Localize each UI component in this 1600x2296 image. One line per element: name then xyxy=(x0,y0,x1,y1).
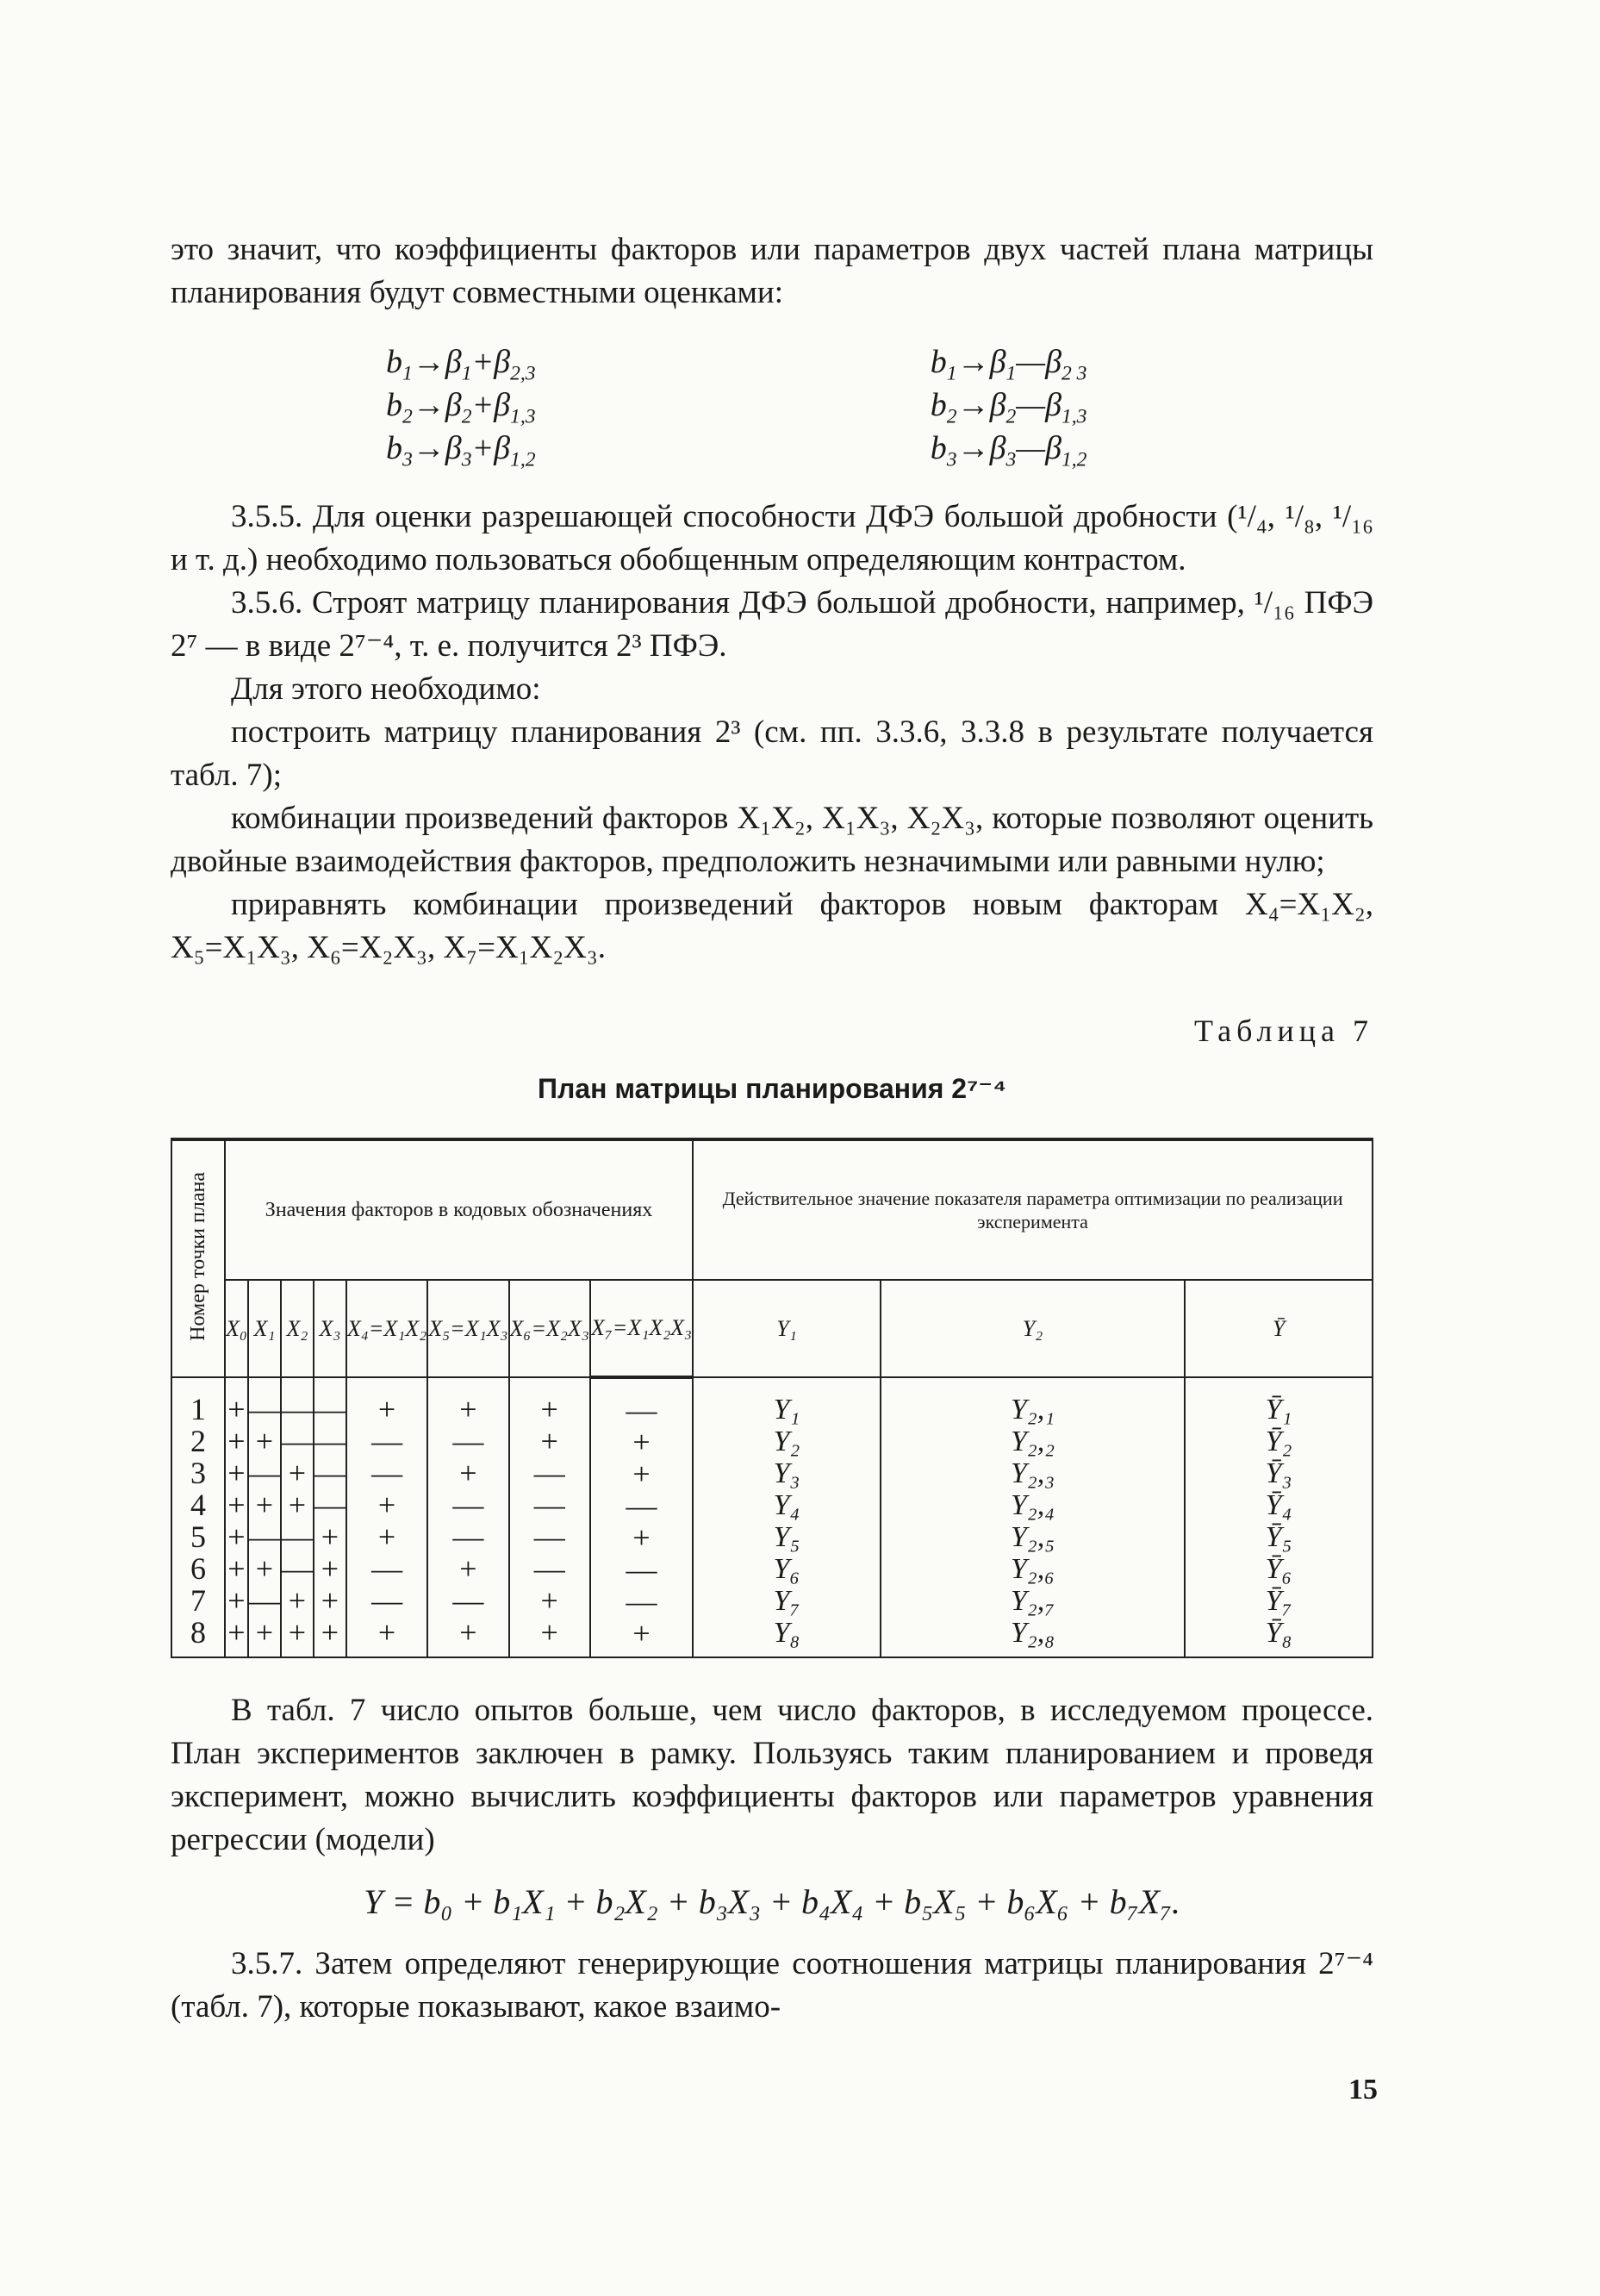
equation-row xyxy=(362,384,1223,427)
factor-column xyxy=(248,1377,281,1657)
eq-osub: 1,2 xyxy=(510,448,536,471)
response-column xyxy=(693,1377,881,1657)
equation-left xyxy=(362,427,931,470)
table-cell: — xyxy=(371,1583,403,1618)
eq-osub: 2,3 xyxy=(510,362,536,385)
eq-op: +β xyxy=(471,387,511,423)
table-cell: — xyxy=(626,1584,657,1619)
table-cell: — xyxy=(533,1456,565,1490)
equation-row xyxy=(362,340,1223,384)
paragraph-table7: В табл. 7 число опытов больше, чем число факторов, в исследуемом процессе. План экспериментов заключен в рамку. Пользуясь таким планированием и проведя эксперимент, можно вычислить коэффициенты факторов или параметров уравнения регрессии (модели) xyxy=(171,1693,1373,1857)
column-header: X₆=X₂X₃ xyxy=(509,1280,590,1377)
table-cell: Ȳ₇ xyxy=(1265,1585,1292,1617)
eq-rsub: 2 xyxy=(461,405,472,428)
equation-right xyxy=(931,427,1223,470)
eq-rest: →β xyxy=(956,430,1006,466)
table-cell: Y₆ xyxy=(773,1553,800,1585)
equation-right xyxy=(931,340,1223,384)
factors-header: Значения факторов в кодовых обозначениях xyxy=(225,1139,693,1280)
column-header: X₂ xyxy=(281,1280,314,1377)
table-cell: 6 xyxy=(190,1551,206,1586)
table-cell: — xyxy=(533,1488,565,1522)
table-cell: Y₂,₆ xyxy=(1010,1553,1055,1585)
table-cell: + xyxy=(227,1488,246,1522)
table-cell: + xyxy=(288,1583,307,1618)
table-cell: + xyxy=(255,1615,274,1650)
table-cell: Ȳ₈ xyxy=(1265,1617,1292,1649)
table-cell: Y₅ xyxy=(773,1521,800,1553)
table-cell: Ȳ₁ xyxy=(1265,1394,1292,1426)
eq-bsub: 1 xyxy=(402,362,413,385)
column-header: X₄=X₁X₂ xyxy=(346,1280,427,1377)
table-cell: + xyxy=(632,1457,651,1491)
table-cell: 3 xyxy=(190,1456,206,1490)
eq-b: b xyxy=(930,344,947,380)
text-block-main xyxy=(171,496,1373,970)
table-cell: — xyxy=(281,1551,313,1586)
eq-op: —β xyxy=(1016,430,1062,466)
table-cell: — xyxy=(452,1488,484,1522)
equation-left xyxy=(362,340,931,384)
table-cell: Y₄ xyxy=(773,1489,800,1521)
eq-b: b xyxy=(930,430,947,466)
text-block-bottom xyxy=(171,1689,1373,2029)
factor-column xyxy=(225,1377,248,1657)
eq-rsub: 2 xyxy=(1005,405,1017,428)
table-cell: — xyxy=(533,1551,565,1586)
table-cell: — xyxy=(626,1552,657,1587)
factor-column xyxy=(590,1377,693,1657)
eq-bsub: 3 xyxy=(946,448,957,471)
table-row xyxy=(171,1377,1373,1657)
table-cell: + xyxy=(288,1615,307,1650)
table-cell: — xyxy=(533,1519,565,1554)
table-title: План матрицы планирования 2⁷⁻⁴ xyxy=(537,1073,1007,1104)
response-column xyxy=(1185,1377,1373,1657)
table-cell: + xyxy=(321,1519,339,1554)
table-cell: 7 xyxy=(190,1583,206,1618)
table-cell: — xyxy=(371,1551,403,1586)
table-cell: + xyxy=(632,1425,651,1459)
table-cell: + xyxy=(632,1520,651,1555)
column-header: X₃ xyxy=(314,1280,346,1377)
table-cell: + xyxy=(227,1551,246,1586)
table-cell: + xyxy=(255,1488,274,1522)
eq-bsub: 2 xyxy=(946,405,957,428)
column-header: X₅=X₁X₃ xyxy=(427,1280,508,1377)
table-cell: + xyxy=(321,1551,339,1586)
eq-rsub: 1 xyxy=(1005,362,1017,385)
eq-b: b xyxy=(386,387,402,423)
table-cell: Y₇ xyxy=(773,1585,800,1617)
paragraph-intro: это значит, что коэффициенты факторов или параметров двух частей плана матрицы планирования будут совместными оценками: xyxy=(171,232,1373,310)
table-number: Таблица 7 xyxy=(1194,1014,1373,1048)
paragraph-3-5-6: 3.5.6. Строят матрицу планирования ДФЭ большой дробности, например, ¹/₁₆ ПФЭ 2⁷ — в виде 2⁷⁻⁴, т. е. получится 2³ ПФЭ. xyxy=(171,585,1373,664)
point-number-column xyxy=(171,1377,225,1657)
table-cell: + xyxy=(227,1456,246,1490)
factor-column xyxy=(346,1377,427,1657)
eq-b: b xyxy=(386,430,402,466)
table-cell: + xyxy=(459,1456,477,1490)
table-cell: — xyxy=(281,1392,313,1426)
eq-rsub: 1 xyxy=(461,362,472,385)
eq-b: b xyxy=(386,344,402,380)
table-cell: + xyxy=(632,1616,651,1650)
table-cell: — xyxy=(314,1456,346,1490)
eq-osub: 1,3 xyxy=(510,405,536,428)
paragraph-equate: приравнять комбинации произведений факторов новым факторам X₄=X₁X₂, X₅=X₁X₃, X₆=X₂X₃, X₇=X₁X₂X₃. xyxy=(171,887,1373,965)
table-cell: — xyxy=(314,1488,346,1522)
equation-row xyxy=(362,427,1223,470)
eq-rest: →β xyxy=(956,387,1006,423)
table-cell: Y₃ xyxy=(773,1457,800,1489)
eq-op: —β xyxy=(1016,344,1062,380)
paragraph-need: Для этого необходимо: xyxy=(231,671,541,707)
table-cell: — xyxy=(452,1583,484,1618)
table-cell: 2 xyxy=(190,1424,206,1458)
regression-equation: Y = b₀ + b₁X₁ + b₂X₂ + b₃X₃ + b₄X₄ + b₅X₅ + b₆X₆ + b₇X₇. xyxy=(364,1882,1180,1921)
factor-column xyxy=(509,1377,590,1657)
table-cell: + xyxy=(540,1424,558,1458)
table-cell: — xyxy=(626,1488,657,1523)
table-cell: + xyxy=(321,1615,339,1650)
eq-b: b xyxy=(930,387,947,423)
equation-block xyxy=(362,340,1223,470)
table-cell: + xyxy=(227,1583,246,1618)
table-cell: Y₂,₁ xyxy=(1010,1394,1055,1426)
table-cell: Y₂,₂ xyxy=(1010,1426,1055,1457)
page-number: 15 xyxy=(1348,2074,1378,2106)
table-cell: — xyxy=(626,1393,657,1427)
table-cell: + xyxy=(377,1392,396,1426)
table-cell: + xyxy=(540,1392,558,1426)
table-cell: — xyxy=(452,1519,484,1554)
eq-rest: →β xyxy=(412,344,462,380)
eq-op: +β xyxy=(471,344,511,380)
table-cell: — xyxy=(452,1424,484,1458)
table-body xyxy=(171,1377,1373,1657)
table-cell: Y₁ xyxy=(773,1394,800,1426)
eq-bsub: 3 xyxy=(402,448,413,471)
eq-osub: 1,3 xyxy=(1061,405,1087,428)
text-block-top xyxy=(171,228,1373,315)
table-cell: Ȳ₆ xyxy=(1265,1553,1292,1585)
table-cell: + xyxy=(377,1519,396,1554)
paragraph-3-5-5: 3.5.5. Для оценки разрешающей способности ДФЭ большой дробности (¹/₄, ¹/₈, ¹/₁₆ и т. д.) необходимо пользоваться обобщенным определяющим контрастом. xyxy=(171,499,1373,577)
table-cell: — xyxy=(248,1583,280,1618)
factor-column xyxy=(281,1377,314,1657)
eq-bsub: 1 xyxy=(946,362,957,385)
table-cell: Ȳ₅ xyxy=(1265,1521,1292,1553)
table-cell: Y₂,₈ xyxy=(1010,1617,1055,1649)
paragraph-combinations: комбинации произведений факторов X₁X₂, X₁X₃, X₂X₃, которые позволяют оценить двойные взаимодействия факторов, предположить незначимыми или равными нулю; xyxy=(171,801,1373,879)
eq-rsub: 3 xyxy=(461,448,472,471)
table-cell: + xyxy=(540,1615,558,1650)
table-cell: Y₂,₃ xyxy=(1010,1457,1055,1489)
table-cell: + xyxy=(377,1615,396,1650)
table-cell: + xyxy=(288,1488,307,1522)
column-header: X₇=X₁X₂X₃ xyxy=(590,1280,693,1377)
plan-matrix-table xyxy=(171,1138,1373,1658)
table-cell: + xyxy=(288,1456,307,1490)
row-header-label: Номер точки плана xyxy=(186,1172,209,1341)
table-cell: Y₂,₄ xyxy=(1010,1489,1055,1521)
eq-rsub: 3 xyxy=(1005,448,1017,471)
table-cell: Y₂ xyxy=(773,1426,800,1457)
table-cell: — xyxy=(314,1424,346,1458)
table-cell: + xyxy=(377,1488,396,1522)
table-cell: Ȳ₄ xyxy=(1265,1489,1292,1521)
table-cell: + xyxy=(459,1615,477,1650)
eq-op: —β xyxy=(1016,387,1062,423)
eq-rest: →β xyxy=(412,387,462,423)
table-cell: 1 xyxy=(190,1392,206,1426)
equation-left xyxy=(362,384,931,427)
eq-osub: 1,2 xyxy=(1061,448,1087,471)
table-cell: Y₂,₇ xyxy=(1010,1585,1055,1617)
eq-op: +β xyxy=(471,430,511,466)
eq-rest: →β xyxy=(412,430,462,466)
table-cell: + xyxy=(255,1551,274,1586)
factor-column xyxy=(314,1377,346,1657)
column-header-row xyxy=(171,1280,1373,1377)
equation-right xyxy=(931,384,1223,427)
table-cell: — xyxy=(248,1392,280,1426)
table-cell: 5 xyxy=(190,1519,206,1554)
factor-column xyxy=(427,1377,508,1657)
table-cell: — xyxy=(314,1392,346,1426)
table-cell: + xyxy=(227,1392,246,1426)
table-cell: 8 xyxy=(190,1615,206,1650)
response-column xyxy=(881,1377,1185,1657)
response-header: Действительное значение показателя параметра оптимизации по реализации эксперимента xyxy=(693,1139,1373,1280)
table-cell: Y₂,₅ xyxy=(1010,1521,1055,1553)
eq-rest: →β xyxy=(956,344,1006,380)
paragraph-build: построить матрицу планирования 2³ (см. пп. 3.3.6, 3.3.8 в результате получается табл. 7); xyxy=(171,714,1373,793)
table-cell: + xyxy=(227,1519,246,1554)
table-cell: + xyxy=(540,1583,558,1618)
column-header: Y₁ xyxy=(693,1280,881,1377)
column-header: Ȳ xyxy=(1185,1280,1373,1377)
table-cell: + xyxy=(459,1392,477,1426)
table-cell: + xyxy=(321,1583,339,1618)
table-cell: + xyxy=(227,1615,246,1650)
table-cell: Ȳ₃ xyxy=(1265,1457,1292,1489)
table-cell: Ȳ₂ xyxy=(1265,1426,1292,1457)
table-cell: — xyxy=(248,1456,280,1490)
table-cell: — xyxy=(371,1424,403,1458)
table-cell: Y₈ xyxy=(773,1617,800,1649)
column-header: X₁ xyxy=(248,1280,281,1377)
table-cell: — xyxy=(248,1519,280,1554)
table-cell: 4 xyxy=(190,1488,206,1522)
row-header-cell xyxy=(171,1139,225,1377)
paragraph-3-5-7: 3.5.7. Затем определяют генерирующие соотношения матрицы планирования 2⁷⁻⁴ (табл. 7), которые показывают, какое взаимо- xyxy=(171,1946,1373,2025)
table-cell: — xyxy=(281,1519,313,1554)
table-cell: + xyxy=(227,1424,246,1458)
eq-bsub: 2 xyxy=(402,405,413,428)
eq-osub: 2 3 xyxy=(1061,362,1087,385)
table-cell: — xyxy=(281,1424,313,1458)
table-cell: + xyxy=(255,1424,274,1458)
column-header: Y₂ xyxy=(881,1280,1185,1377)
table-cell: + xyxy=(459,1551,477,1586)
column-header: X₀ xyxy=(225,1280,248,1377)
table-cell: — xyxy=(371,1456,403,1490)
